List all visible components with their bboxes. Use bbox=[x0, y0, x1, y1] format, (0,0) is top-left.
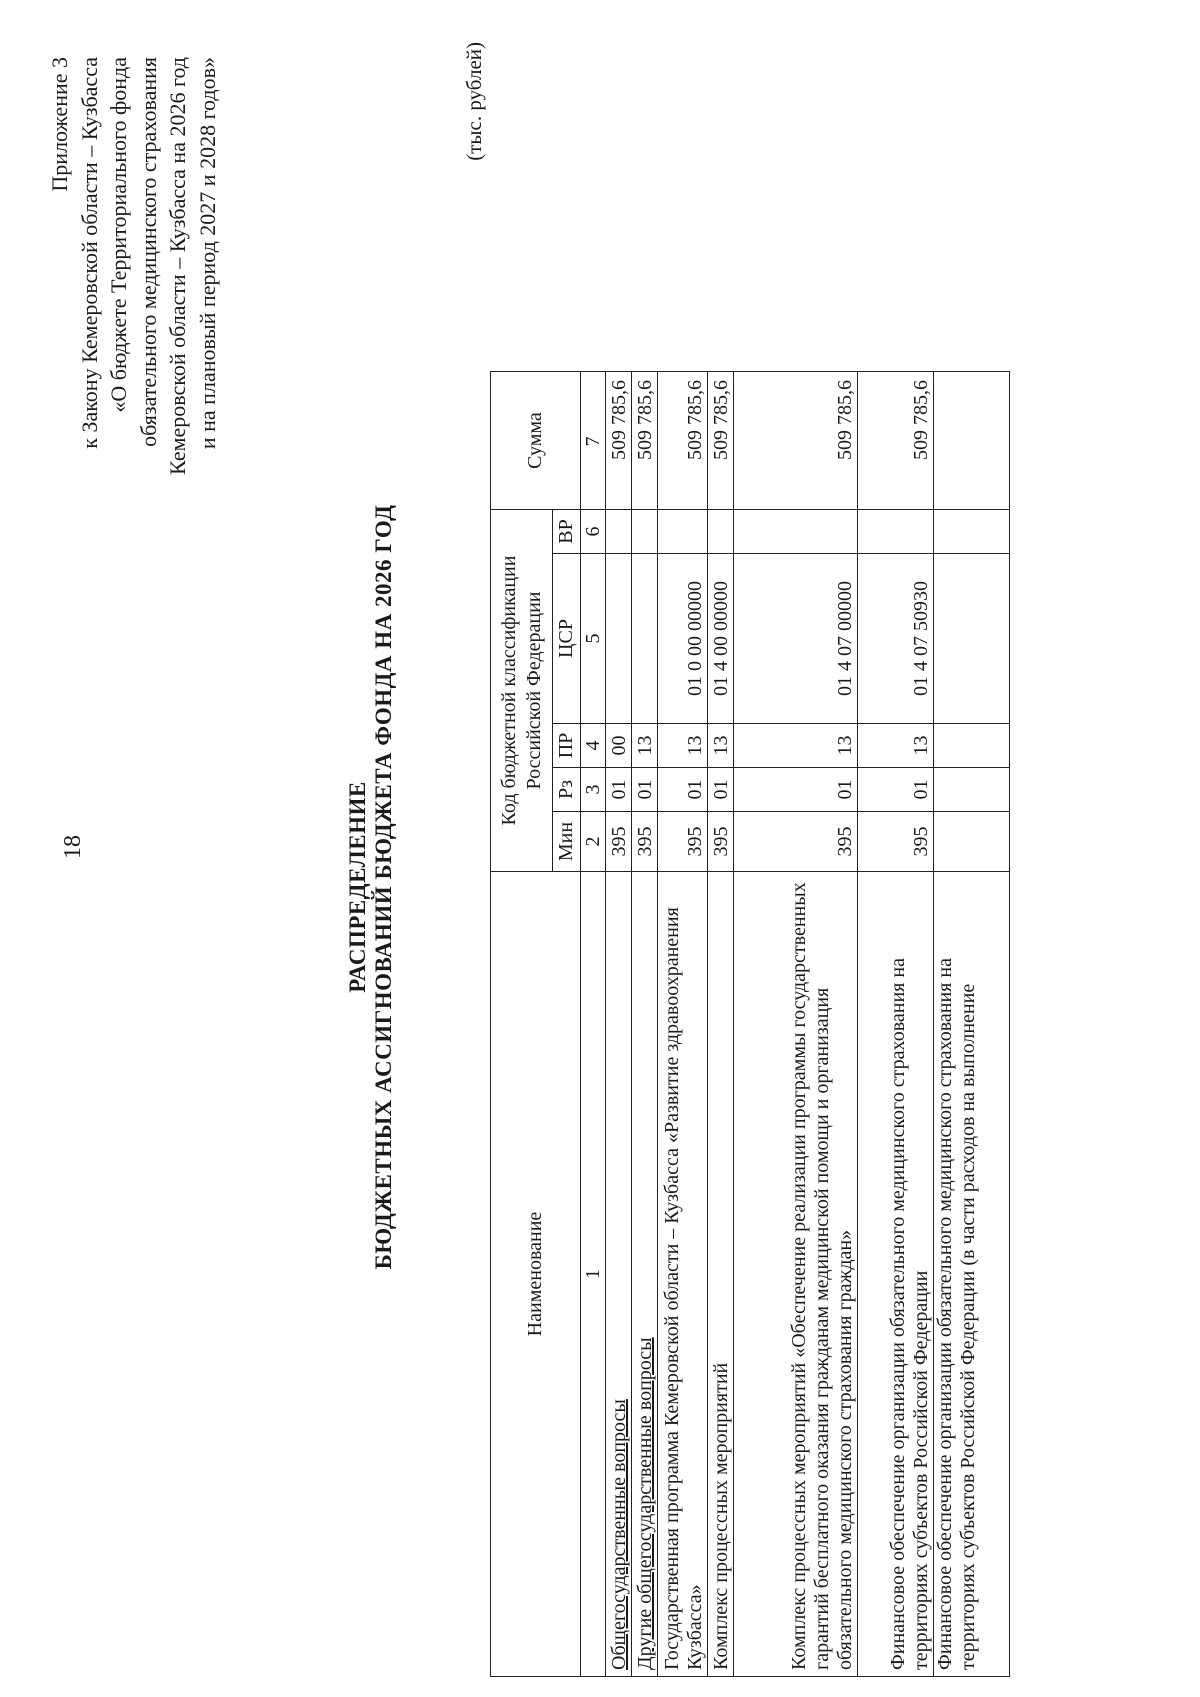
header-min: Мин bbox=[553, 812, 581, 872]
index-cell: 7 bbox=[581, 372, 606, 510]
row-rz: 01 bbox=[708, 768, 734, 812]
row-pr: 13 bbox=[632, 724, 658, 768]
row-csr: 01 4 07 50930 bbox=[858, 554, 934, 724]
row-min: 395 bbox=[858, 812, 934, 872]
table-row bbox=[934, 372, 1010, 1677]
row-sum: 509 785,6 bbox=[708, 372, 734, 510]
title-line-2: БЮДЖЕТНЫХ АССИГНОВАНИЙ БЮДЖЕТА ФОНДА НА 2026 ГОД bbox=[371, 504, 396, 1270]
row-csr: 01 4 07 00000 bbox=[734, 554, 858, 724]
header-vr: ВР bbox=[553, 510, 581, 554]
header-rz: Рз bbox=[553, 768, 581, 812]
row-pr: 13 bbox=[658, 724, 708, 768]
row-csr bbox=[934, 554, 1010, 724]
table-header-row bbox=[491, 372, 553, 1677]
row-sum: 509 785,6 bbox=[658, 372, 708, 510]
index-cell: 4 bbox=[581, 724, 606, 768]
row-name: Финансовое обеспечение организации обязательного медицинского страхования на территориях субъектов Российской Федерации (в части расходов на выполнение bbox=[934, 872, 1010, 1677]
row-csr bbox=[632, 554, 658, 724]
row-pr: 13 bbox=[858, 724, 934, 768]
row-sum bbox=[934, 372, 1010, 510]
budget-table bbox=[490, 371, 1010, 1677]
table-row bbox=[658, 372, 708, 1677]
row-sum: 509 785,6 bbox=[606, 372, 632, 510]
table-row bbox=[606, 372, 632, 1677]
row-name: Комплекс процессных мероприятий «Обеспечение реализации программы государственных гарантий бесплатного оказания гражданам медицинской помощи и организация обязательного медицинского страхования граждан» bbox=[734, 872, 858, 1677]
index-cell: 6 bbox=[581, 510, 606, 554]
header-code-group: Код бюджетной классификации Российской Федерации bbox=[491, 510, 553, 872]
row-vr bbox=[606, 510, 632, 554]
row-min bbox=[934, 812, 1010, 872]
row-vr bbox=[708, 510, 734, 554]
row-vr bbox=[658, 510, 708, 554]
row-vr bbox=[734, 510, 858, 554]
row-min: 395 bbox=[606, 812, 632, 872]
table-row bbox=[632, 372, 658, 1677]
appendix-line: Приложение 3 bbox=[47, 57, 72, 192]
appendix-line: к Закону Кемеровской области – Кузбасса bbox=[76, 57, 102, 449]
row-csr: 01 4 00 00000 bbox=[708, 554, 734, 724]
row-min: 395 bbox=[632, 812, 658, 872]
page-number: 18 bbox=[60, 835, 86, 859]
header-pr: ПР bbox=[553, 724, 581, 768]
row-csr bbox=[606, 554, 632, 724]
row-name: Комплекс процессных мероприятий bbox=[708, 872, 734, 1677]
index-cell: 2 bbox=[581, 812, 606, 872]
row-rz: 01 bbox=[658, 768, 708, 812]
row-name: Государственная программа Кемеровской области – Кузбасса «Развитие здравоохранения Кузбасса» bbox=[658, 872, 708, 1677]
appendix-line: обязательного медицинского страхования bbox=[135, 57, 161, 447]
index-cell: 1 bbox=[581, 872, 606, 1677]
row-vr bbox=[858, 510, 934, 554]
row-min: 395 bbox=[658, 812, 708, 872]
row-pr bbox=[934, 724, 1010, 768]
index-cell: 3 bbox=[581, 768, 606, 812]
table-row bbox=[734, 372, 858, 1677]
row-sum: 509 785,6 bbox=[632, 372, 658, 510]
row-rz bbox=[934, 768, 1010, 812]
row-min: 395 bbox=[734, 812, 858, 872]
unit-label: (тыс. рублей) bbox=[462, 42, 486, 161]
row-pr: 00 bbox=[606, 724, 632, 768]
column-index-row bbox=[581, 372, 606, 1677]
row-sum: 509 785,6 bbox=[858, 372, 934, 510]
index-cell: 5 bbox=[581, 554, 606, 724]
header-name: Наименование bbox=[491, 872, 581, 1677]
appendix-line: и на плановый период 2027 и 2028 годов» bbox=[194, 57, 220, 450]
row-rz: 01 bbox=[632, 768, 658, 812]
title-line-1: РАСПРЕДЕЛЕНИЕ bbox=[345, 781, 370, 993]
appendix-line: Кемеровской области – Кузбасса на 2026 год bbox=[165, 57, 190, 475]
appendix-note bbox=[45, 57, 222, 697]
row-pr: 13 bbox=[734, 724, 858, 768]
row-rz: 01 bbox=[858, 768, 934, 812]
row-vr bbox=[632, 510, 658, 554]
row-name: Общегосударственные вопросы bbox=[606, 872, 632, 1677]
row-rz: 01 bbox=[606, 768, 632, 812]
table-row bbox=[858, 372, 934, 1677]
header-sum: Сумма bbox=[491, 372, 581, 510]
row-sum: 509 785,6 bbox=[734, 372, 858, 510]
appendix-line: «О бюджете Территориального фонда bbox=[106, 57, 131, 413]
row-rz: 01 bbox=[734, 768, 858, 812]
document-title bbox=[345, 137, 397, 1637]
row-name: Другие общегосударственные вопросы bbox=[632, 872, 658, 1677]
row-csr: 01 0 00 00000 bbox=[658, 554, 708, 724]
row-name: Финансовое обеспечение организации обязательного медицинского страхования на территориях субъектов Российской Федерации bbox=[858, 872, 934, 1677]
header-csr: ЦСР bbox=[553, 554, 581, 724]
row-min: 395 bbox=[708, 812, 734, 872]
row-pr: 13 bbox=[708, 724, 734, 768]
table-row bbox=[708, 372, 734, 1677]
row-vr bbox=[934, 510, 1010, 554]
